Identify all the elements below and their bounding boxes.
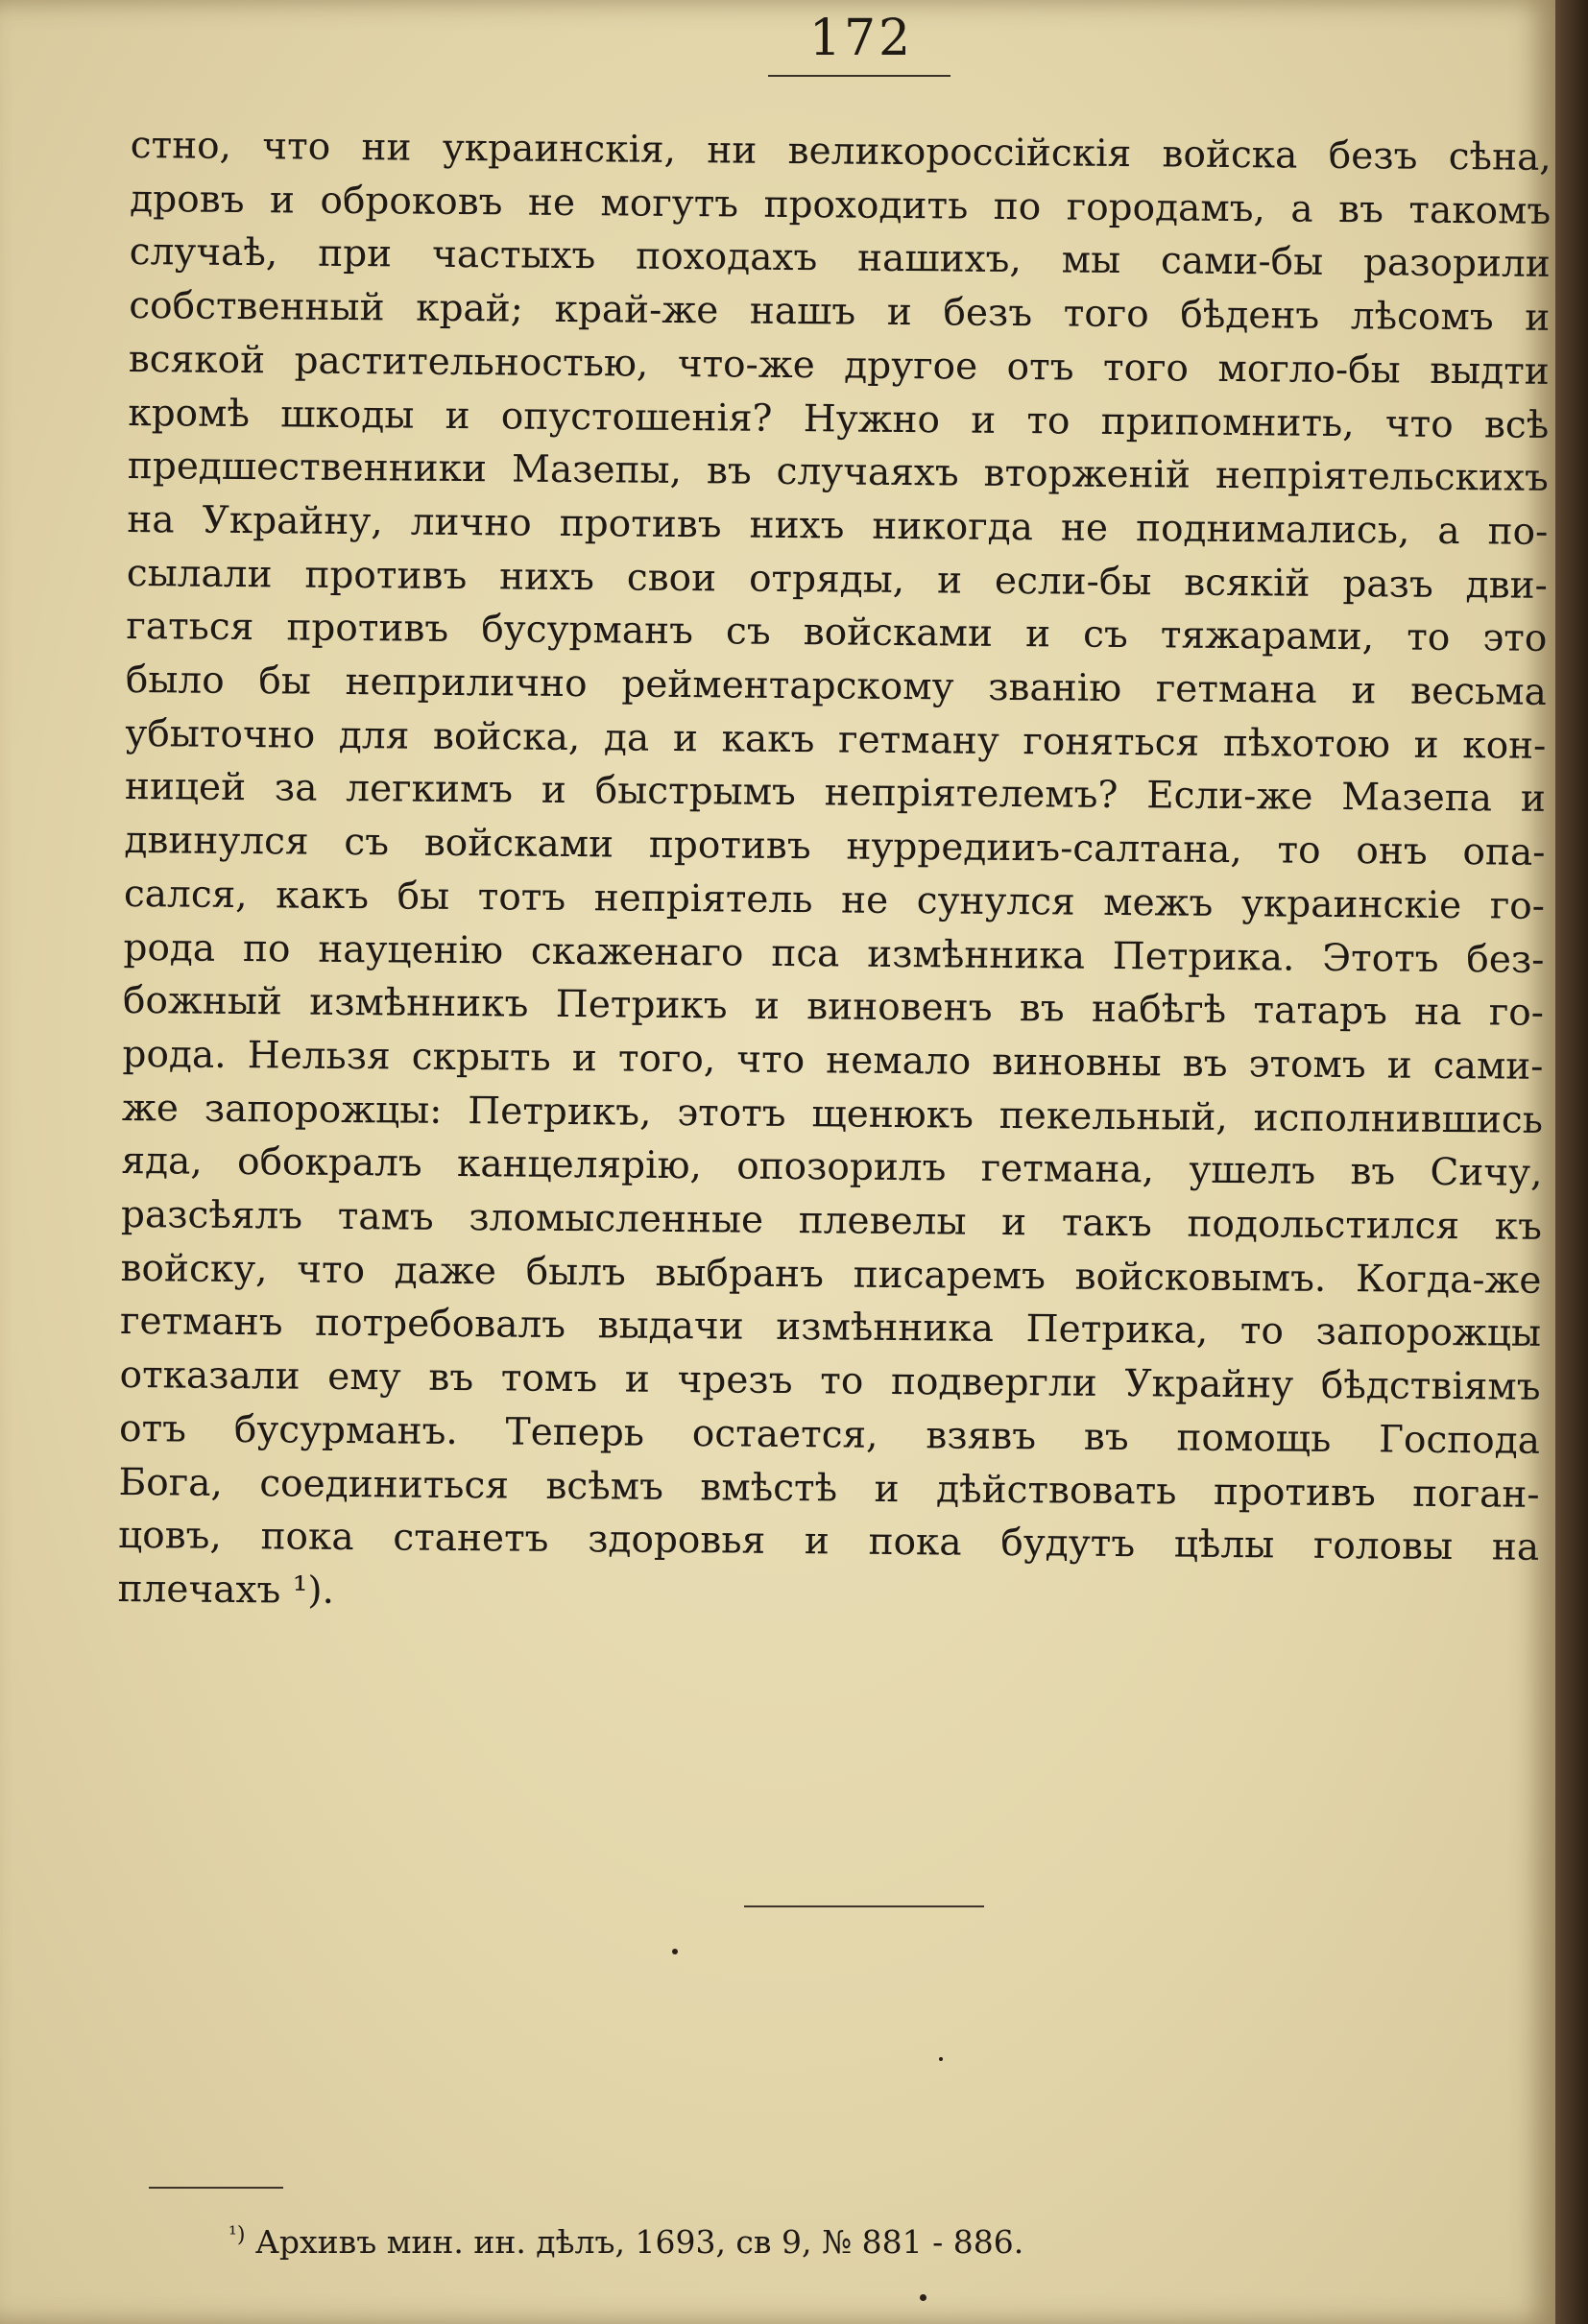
text-line: случаѣ, при частыхъ походахъ нашихъ, мы сами-бы разорили bbox=[129, 230, 1551, 287]
footnote bbox=[229, 2223, 1023, 2261]
ink-speck bbox=[920, 2294, 926, 2301]
page-number: 172 bbox=[808, 10, 914, 67]
text-line: божный измѣнникъ Петрикъ и виновенъ въ набѣгѣ татаръ на го- bbox=[122, 979, 1545, 1036]
footnote-divider bbox=[149, 2187, 283, 2189]
ink-speck bbox=[672, 1949, 678, 1954]
text-line: ницей за легкимъ и быстрымъ непріятелемъ? Если-же Мазепа и bbox=[124, 765, 1547, 822]
footnote-marker: ¹) bbox=[229, 2223, 246, 2247]
text-line: войску, что даже былъ выбранъ писаремъ войсковымъ. Когда-же bbox=[120, 1246, 1542, 1303]
text-line: разсѣялъ тамъ зломысленные плевелы и такъ подольстился къ bbox=[120, 1193, 1543, 1249]
text-line: сылали противъ нихъ свои отряды, и если-бы всякій разъ дви- bbox=[126, 551, 1549, 608]
text-line: же запорожцы: Петрикъ, этотъ щенюкъ пекельный, исполнившись bbox=[121, 1086, 1544, 1142]
text-line: собственный край; край-же нашъ и безъ того бѣденъ лѣсомъ и bbox=[129, 284, 1551, 341]
text-line: цовъ, пока станетъ здоровья и пока будутъ цѣлы головы на bbox=[117, 1514, 1540, 1570]
text-line: на Украйну, лично противъ нихъ никогда не поднимались, а по- bbox=[127, 497, 1549, 554]
text-line: кромѣ шкоды и опустошенія? Нужно и то припомнить, что всѣ bbox=[128, 391, 1550, 447]
text-line: предшественники Мазепы, въ случаяхъ вторженій непріятельскихъ bbox=[127, 444, 1549, 501]
text-line: рода по науценію скаженаго пса измѣнника Петрика. Этотъ без- bbox=[123, 925, 1545, 982]
text-line: яда, обокралъ канцелярію, опозорилъ гетмана, ушелъ въ Сичу, bbox=[121, 1139, 1543, 1196]
ink-speck bbox=[939, 2057, 943, 2061]
text-line: гетманъ потребовалъ выдачи измѣнника Петрика, то запорожцы bbox=[119, 1300, 1542, 1356]
text-line: двинулся съ войсками противъ нурредииъ-салтана, то онъ опа- bbox=[124, 819, 1546, 875]
text-line: Бога, соединиться всѣмъ вмѣстѣ и дѣйствовать противъ поган- bbox=[118, 1460, 1540, 1517]
text-line: было бы неприлично рейментарскому званію гетмана и весьма bbox=[125, 659, 1548, 714]
text-line: убыточно для войска, да и какъ гетману гоняться пѣхотою и кон- bbox=[125, 711, 1547, 768]
text-line: отказали ему въ томъ и чрезъ то подвергли Украйну бѣдствіямъ bbox=[119, 1354, 1541, 1410]
header-rule bbox=[768, 75, 950, 77]
text-line: плечахъ ¹). bbox=[117, 1567, 335, 1613]
book-binding-edge bbox=[1555, 0, 1588, 2324]
section-divider bbox=[744, 1905, 984, 1907]
text-line: стно, что ни украинскія, ни великороссійскія войска безъ сѣна, bbox=[130, 123, 1552, 180]
text-line: гаться противъ бусурманъ съ войсками и съ тяжарами, то это bbox=[126, 605, 1548, 661]
body-text bbox=[117, 119, 1552, 1629]
footnote-text: Архивъ мин. ин. дѣлъ, 1693, св 9, № 881 - 886. bbox=[254, 2223, 1024, 2261]
text-line: всякой растительностью, что-же другое отъ того могло-бы выдти bbox=[128, 337, 1550, 394]
text-line: отъ бусурманъ. Теперь остается, взявъ въ помощь Господа bbox=[118, 1406, 1541, 1463]
text-line: рода. Нельзя скрыть и того, что немало виновны въ этомъ и сами- bbox=[122, 1032, 1544, 1089]
text-line: дровъ и оброковъ не могутъ проходить по городамъ, а въ такомъ bbox=[130, 177, 1552, 233]
text-line: сался, какъ бы тотъ непріятель не сунулся межъ украинскіе го- bbox=[123, 872, 1546, 928]
